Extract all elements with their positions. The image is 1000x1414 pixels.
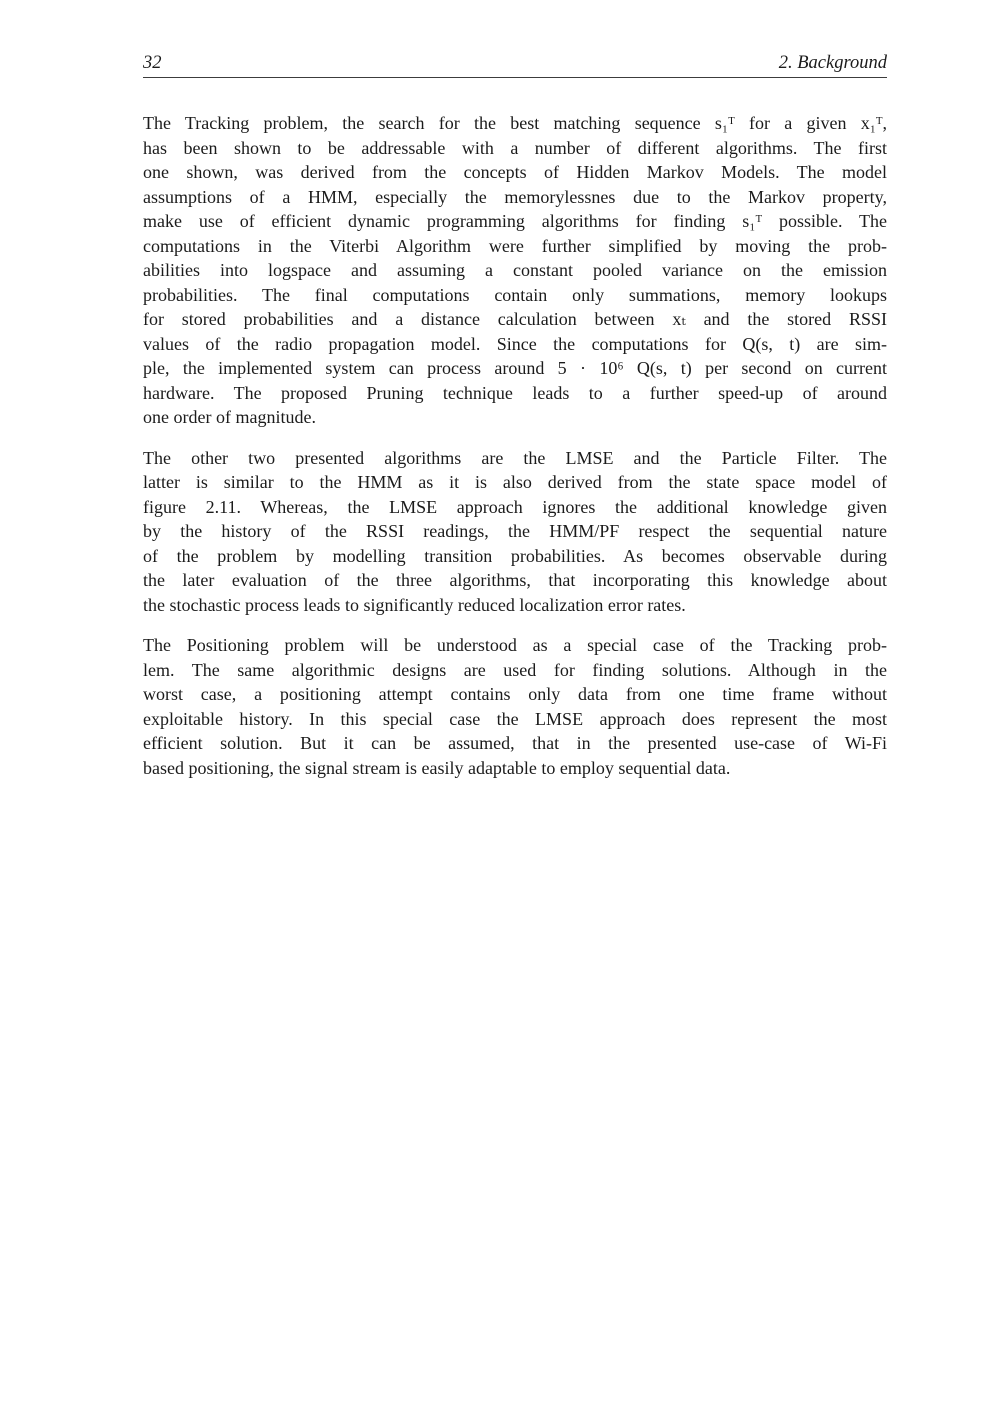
text-line: worst case, a positioning attempt contains only data from one time frame without <box>143 684 887 704</box>
text-line: hardware. The proposed Pruning technique leads to a further speed-up of around <box>143 382 887 403</box>
text-line: lem. The same algorithmic designs are used for finding solutions. Although in the <box>143 659 887 680</box>
text-line: probabilities. The final computations contain only summations, memory lookups <box>143 284 887 305</box>
page-body <box>143 78 887 780</box>
text-line: The other two presented algorithms are the LMSE and the Particle Filter. The <box>143 447 887 468</box>
text-line: one shown, was derived from the concepts of Hidden Markov Models. The model <box>143 162 887 182</box>
paragraph-tracking-problem <box>143 111 887 430</box>
text-line: for stored probabilities and a distance calculation between xₜ and the stored RSSI <box>143 309 887 329</box>
text-line: the later evaluation of the three algorithms, that incorporating this knowledge about <box>143 570 887 590</box>
text-line: figure 2.11. Whereas, the LMSE approach ignores the additional knowledge given <box>143 496 887 517</box>
text-line: ple, the implemented system can process around 5 · 10⁶ Q(s, t) per second on current <box>143 358 887 378</box>
text-line: of the problem by modelling transition probabilities. As becomes observable during <box>143 545 887 566</box>
paragraph-positioning-problem <box>143 633 887 780</box>
text-line: efficient solution. But it can be assumed, that in the presented use-case of Wi-Fi <box>143 733 887 753</box>
text-line: by the history of the RSSI readings, the HMM/PF respect the sequential nature <box>143 521 887 541</box>
text-line: based positioning, the signal stream is easily adaptable to employ sequential data. <box>143 757 731 778</box>
chapter-title: 2. Background <box>778 53 887 73</box>
text-block <box>143 52 887 796</box>
paragraph-other-algorithms <box>143 446 887 618</box>
text-line: one order of magnitude. <box>143 407 316 427</box>
page-number: 32 <box>143 53 162 73</box>
text-line: make use of efficient dynamic programming algorithms for finding s₁ᵀ possible. The <box>143 211 887 231</box>
text-line: the stochastic process leads to significantly reduced localization error rates. <box>143 594 686 615</box>
text-line: computations in the Viterbi Algorithm were further simplified by moving the prob- <box>143 235 887 256</box>
text-line: The Tracking problem, the search for the best matching sequence s₁ᵀ for a given x₁ᵀ, <box>143 113 887 133</box>
text-line: latter is similar to the HMM as it is also derived from the state space model of <box>143 472 887 492</box>
text-line: abilities into logspace and assuming a constant pooled variance on the emission <box>143 260 887 280</box>
page-header <box>143 52 887 78</box>
text-line: values of the radio propagation model. Since the computations for Q(s, t) are sim- <box>143 333 887 354</box>
text-line: The Positioning problem will be understood as a special case of the Tracking prob- <box>143 635 887 655</box>
text-line: assumptions of a HMM, especially the memorylessnes due to the Markov property, <box>143 186 887 207</box>
text-line: exploitable history. In this special case the LMSE approach does represent the most <box>143 708 887 729</box>
text-line: has been shown to be addressable with a number of different algorithms. The first <box>143 137 887 158</box>
